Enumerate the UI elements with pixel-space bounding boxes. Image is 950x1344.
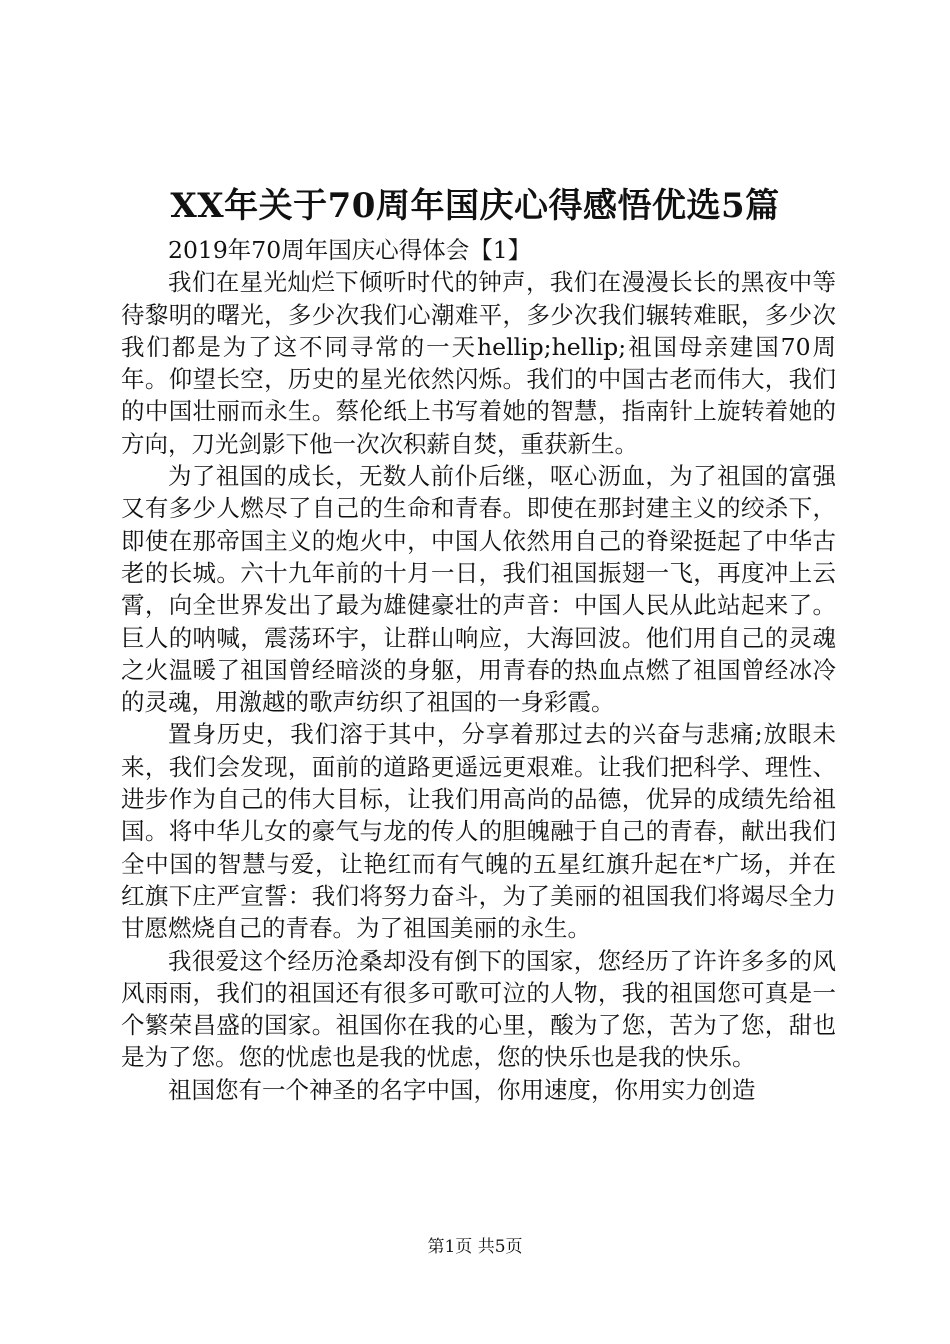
paragraph-5: 祖国您有一个神圣的名字中国，你用速度，你用实力创造	[168, 1075, 756, 1104]
paragraph-3: 置身历史，我们溶于其中，分享着那过去的兴奋与悲痛;放眼未来，我们会发现，面前的道路更遥远更艰难。让我们把科学、理性、进步作为自己的伟大目标，让我们用高尚的品德，优异的成绩先给祖国。将中华儿女的豪气与龙的传人的胆魄融于自己的青春，献出我们全中国的智慧与爱，让艳红而有气魄的五星红旗升起在*广场，并在红旗下庄严宣誓：我们将努力奋斗，为了美丽的祖国我们将竭尽全力甘愿燃烧自己的青春。为了祖国美丽的永生。	[121, 720, 836, 943]
paragraph-4: 我很爱这个经历沧桑却没有倒下的国家，您经历了许许多多的风风雨雨，我们的祖国还有很多可歌可泣的人物，我的祖国您可真是一个繁荣昌盛的国家。祖国你在我的心里，酸为了您，苦为了您，甜也是为了您。您的忧虑也是我的忧虑，您的快乐也是我的快乐。	[121, 946, 836, 1072]
paragraph-2: 为了祖国的成长，无数人前仆后继，呕心沥血，为了祖国的富强又有多少人燃尽了自己的生命和青春。即使在那封建主义的绞杀下，即使在那帝国主义的炮火中，中国人依然用自己的脊梁挺起了中华古老的长城。六十九年前的十月一日，我们祖国振翅一飞，再度冲上云霄，向全世界发出了最为雄健豪壮的声音：中国人民从此站起来了。巨人的呐喊，震荡环宇，让群山响应，大海回波。他们用自己的灵魂之火温暖了祖国曾经暗淡的身躯，用青春的热血点燃了祖国曾经冰冷的灵魂，用激越的歌声纺织了祖国的一身彩霞。	[121, 462, 836, 717]
document-title: XX年关于70周年国庆心得感悟优选5篇	[170, 186, 780, 226]
paragraph-1: 我们在星光灿烂下倾听时代的钟声，我们在漫漫长长的黑夜中等待黎明的曙光，多少次我们心潮难平，多少次我们辗转难眠，多少次我们都是为了这不同寻常的一天hellip;hellip;祖国母亲建国70周年。仰望长空，历史的星光依然闪烁。我们的中国古老而伟大，我们的中国壮丽而永生。蔡伦纸上书写着她的智慧，指南针上旋转着她的方向，刀光剑影下他一次次积薪自焚，重获新生。	[121, 268, 836, 458]
document-body	[121, 234, 836, 1106]
section-heading: 2019年70周年国庆心得体会【1】	[168, 236, 532, 264]
page-footer: 第1页 共5页	[427, 1237, 523, 1257]
